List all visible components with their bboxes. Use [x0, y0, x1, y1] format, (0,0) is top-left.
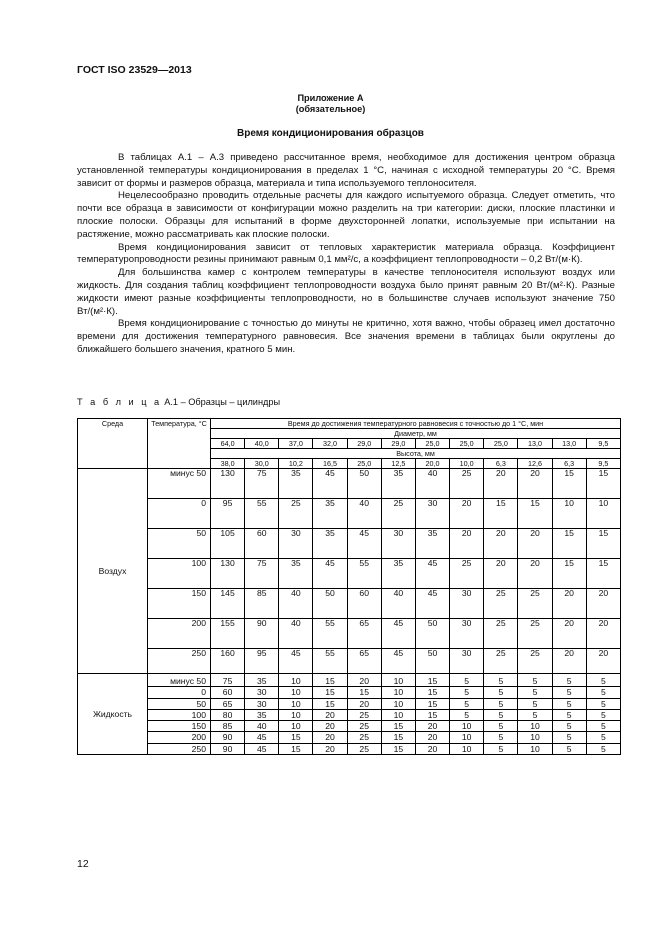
- paragraph: Время кондиционирования зависит от тепловых характеристик материала образца. Коэффициент температуропроводности резины принимают равным 0,1 мм²/с, а коэффициент теплопроводности – 0,2 Вт/(м·К).: [77, 241, 615, 266]
- time-value: 75: [245, 469, 279, 499]
- time-value: 35: [415, 529, 449, 559]
- table-row: [78, 529, 621, 559]
- time-value: 20: [313, 709, 347, 720]
- time-value: 60: [211, 687, 245, 698]
- time-value: 5: [586, 721, 620, 732]
- appendix-label: Приложение А: [297, 93, 364, 103]
- time-value: 40: [347, 499, 381, 529]
- temperature-cell: 150: [148, 721, 211, 732]
- height-value: 10,2: [279, 459, 313, 469]
- time-value: 50: [415, 619, 449, 649]
- time-value: 30: [381, 529, 415, 559]
- appendix-title: Время кондиционирования образцов: [237, 128, 424, 139]
- time-value: 20: [313, 732, 347, 743]
- height-value: 25,0: [347, 459, 381, 469]
- temperature-cell: 50: [148, 529, 211, 559]
- time-value: 45: [415, 589, 449, 619]
- time-value: 80: [211, 709, 245, 720]
- header-diameter: Диаметр, мм: [211, 429, 621, 439]
- time-value: 15: [415, 709, 449, 720]
- height-value: 30,0: [245, 459, 279, 469]
- time-value: 15: [381, 721, 415, 732]
- time-value: 5: [484, 687, 518, 698]
- temperature-cell: 250: [148, 743, 211, 754]
- time-value: 90: [245, 619, 279, 649]
- paragraph: Время кондиционирование с точностью до минуты не критично, хотя важно, чтобы образец имел достаточно времени для достижения температурного равновесия. Все значения времени в таблицах были округлены до ближайшего большего значения, кратного 5 мин.: [77, 318, 615, 355]
- time-value: 15: [279, 732, 313, 743]
- time-value: 20: [450, 529, 484, 559]
- time-value: 45: [415, 559, 449, 589]
- table-row: [78, 499, 621, 529]
- time-value: 25: [347, 743, 381, 754]
- diameter-value: 32,0: [313, 439, 347, 449]
- time-value: 20: [347, 698, 381, 709]
- temperature-cell: 200: [148, 619, 211, 649]
- diameter-value: 29,0: [381, 439, 415, 449]
- time-value: 95: [245, 649, 279, 674]
- height-value: 38,0: [211, 459, 245, 469]
- time-value: 5: [518, 698, 552, 709]
- time-value: 5: [450, 687, 484, 698]
- table-row: [78, 709, 621, 720]
- time-value: 40: [415, 469, 449, 499]
- table-row: [78, 619, 621, 649]
- time-value: 15: [347, 687, 381, 698]
- time-value: 85: [211, 721, 245, 732]
- time-value: 10: [518, 721, 552, 732]
- time-value: 5: [484, 709, 518, 720]
- time-value: 15: [586, 469, 620, 499]
- height-value: 12,5: [381, 459, 415, 469]
- time-value: 5: [586, 743, 620, 754]
- height-value: 10,0: [450, 459, 484, 469]
- time-value: 5: [586, 687, 620, 698]
- temperature-cell: 50: [148, 698, 211, 709]
- diameter-value: 25,0: [450, 439, 484, 449]
- time-value: 5: [484, 721, 518, 732]
- time-value: 10: [381, 698, 415, 709]
- time-value: 130: [211, 559, 245, 589]
- diameter-value: 13,0: [552, 439, 586, 449]
- time-value: 45: [245, 732, 279, 743]
- time-value: 15: [415, 698, 449, 709]
- time-value: 10: [586, 499, 620, 529]
- temperature-cell: 200: [148, 732, 211, 743]
- time-value: 40: [279, 589, 313, 619]
- diameter-value: 9,5: [586, 439, 620, 449]
- time-value: 15: [313, 674, 347, 687]
- time-value: 15: [484, 499, 518, 529]
- diameter-value: 64,0: [211, 439, 245, 449]
- time-value: 15: [313, 698, 347, 709]
- liquid-group: [78, 674, 621, 755]
- table-caption-label: Т а б л и ц а: [77, 397, 162, 407]
- time-value: 40: [381, 589, 415, 619]
- time-value: 145: [211, 589, 245, 619]
- time-value: 10: [381, 687, 415, 698]
- time-value: 10: [518, 743, 552, 754]
- time-value: 5: [518, 709, 552, 720]
- time-value: 20: [518, 469, 552, 499]
- time-value: 85: [245, 589, 279, 619]
- time-value: 5: [586, 674, 620, 687]
- paragraph: Для большинства камер с контролем температуры в качестве теплоносителя используют воздух или жидкость. Для создания таблиц коэффициент теплопроводности воздуха было принят равным 20 Вт/(м²·К). Разные жидкости имеют разные коэффициенты теплопроводности, но в большинстве случаев используют значение 750 Вт/(м²·К).: [77, 267, 615, 317]
- time-value: 5: [450, 698, 484, 709]
- time-value: 105: [211, 529, 245, 559]
- time-value: 15: [518, 499, 552, 529]
- time-value: 35: [313, 499, 347, 529]
- header-height: Высота, мм: [211, 449, 621, 459]
- time-value: 20: [450, 499, 484, 529]
- time-value: 5: [450, 674, 484, 687]
- time-value: 25: [484, 649, 518, 674]
- temperature-cell: минус 50: [148, 469, 211, 499]
- table-row: [78, 721, 621, 732]
- time-value: 35: [313, 529, 347, 559]
- time-value: 5: [552, 721, 586, 732]
- time-value: 45: [245, 743, 279, 754]
- time-value: 5: [518, 674, 552, 687]
- time-value: 160: [211, 649, 245, 674]
- diameter-value: 29,0: [347, 439, 381, 449]
- time-value: 75: [245, 559, 279, 589]
- height-value: 6,3: [484, 459, 518, 469]
- time-value: 5: [484, 732, 518, 743]
- time-value: 50: [313, 589, 347, 619]
- medium-cell: Воздух: [78, 469, 148, 674]
- time-value: 25: [518, 589, 552, 619]
- diameter-value: 25,0: [484, 439, 518, 449]
- time-value: 5: [552, 732, 586, 743]
- time-value: 45: [313, 469, 347, 499]
- time-value: 25: [347, 732, 381, 743]
- time-value: 15: [552, 529, 586, 559]
- table-row: [78, 469, 621, 499]
- time-value: 25: [279, 499, 313, 529]
- time-value: 15: [552, 559, 586, 589]
- time-value: 95: [211, 499, 245, 529]
- time-value: 30: [450, 589, 484, 619]
- time-value: 20: [313, 743, 347, 754]
- time-value: 15: [586, 529, 620, 559]
- diameter-value: 13,0: [518, 439, 552, 449]
- header-temperature: Температура, °С: [148, 419, 211, 469]
- time-value: 10: [279, 709, 313, 720]
- time-value: 30: [245, 687, 279, 698]
- temperature-cell: 100: [148, 709, 211, 720]
- time-value: 5: [586, 698, 620, 709]
- time-value: 30: [279, 529, 313, 559]
- time-value: 60: [245, 529, 279, 559]
- time-value: 65: [347, 619, 381, 649]
- time-value: 10: [279, 698, 313, 709]
- header-medium: Среда: [78, 419, 148, 469]
- time-value: 45: [313, 559, 347, 589]
- time-value: 5: [484, 698, 518, 709]
- height-value: 20,0: [415, 459, 449, 469]
- time-value: 5: [518, 687, 552, 698]
- time-value: 130: [211, 469, 245, 499]
- time-value: 45: [279, 649, 313, 674]
- time-value: 5: [552, 709, 586, 720]
- time-value: 15: [415, 687, 449, 698]
- time-value: 10: [381, 674, 415, 687]
- time-value: 20: [586, 649, 620, 674]
- time-value: 20: [484, 469, 518, 499]
- height-value: 16,5: [313, 459, 347, 469]
- temperature-cell: 250: [148, 649, 211, 674]
- time-value: 35: [381, 469, 415, 499]
- time-value: 25: [518, 619, 552, 649]
- time-value: 35: [381, 559, 415, 589]
- time-value: 45: [347, 529, 381, 559]
- table-caption: [77, 397, 280, 407]
- time-value: 25: [484, 589, 518, 619]
- time-value: 5: [484, 743, 518, 754]
- diameter-value: 37,0: [279, 439, 313, 449]
- body-text: [77, 152, 615, 357]
- time-value: 75: [211, 674, 245, 687]
- table-row: [78, 732, 621, 743]
- paragraph: Нецелесообразно проводить отдельные расчеты для каждого испытуемого образца. Следует отметить, что почти все образца в зависимости от конфигурации можно разделить на три категории: диски, плоские пластинки и плоские полоски. Образцы для испытаний в форме двухсторонней лопатки, используемые при испытании на растяжение, можно рассматривать как плоские полоски.: [77, 190, 615, 240]
- temperature-cell: минус 50: [148, 674, 211, 687]
- time-value: 155: [211, 619, 245, 649]
- time-value: 55: [313, 649, 347, 674]
- time-value: 15: [381, 743, 415, 754]
- time-value: 20: [518, 529, 552, 559]
- time-value: 40: [279, 619, 313, 649]
- time-value: 10: [279, 687, 313, 698]
- time-value: 10: [279, 674, 313, 687]
- time-value: 20: [313, 721, 347, 732]
- page-number: 12: [77, 858, 89, 870]
- time-value: 5: [552, 687, 586, 698]
- time-value: 20: [518, 559, 552, 589]
- time-value: 15: [586, 559, 620, 589]
- time-value: 55: [313, 619, 347, 649]
- time-value: 10: [450, 743, 484, 754]
- appendix-status: (обязательное): [295, 104, 366, 114]
- time-value: 35: [279, 469, 313, 499]
- time-value: 5: [552, 698, 586, 709]
- time-value: 30: [415, 499, 449, 529]
- conditioning-table: [77, 418, 621, 755]
- paragraph: В таблицах А.1 – А.3 приведено рассчитанное время, необходимое для достижения центром образца установленной температуры кондиционирования в пределах 1 °С, начиная с исходной температуры 20 °С. Время зависит от формы и размеров образца, материала и типа используемого теплоносителя.: [77, 152, 615, 189]
- temperature-cell: 150: [148, 589, 211, 619]
- time-value: 15: [279, 743, 313, 754]
- air-group: [78, 469, 621, 674]
- time-value: 65: [347, 649, 381, 674]
- time-value: 20: [415, 721, 449, 732]
- time-value: 35: [245, 674, 279, 687]
- time-value: 15: [313, 687, 347, 698]
- time-value: 20: [586, 619, 620, 649]
- time-value: 10: [381, 709, 415, 720]
- temperature-cell: 0: [148, 499, 211, 529]
- time-value: 20: [484, 529, 518, 559]
- document-header: ГОСТ ISO 23529—2013: [77, 64, 192, 76]
- time-value: 55: [347, 559, 381, 589]
- time-value: 15: [415, 674, 449, 687]
- time-value: 10: [552, 499, 586, 529]
- time-value: 10: [450, 721, 484, 732]
- time-value: 20: [415, 743, 449, 754]
- time-value: 30: [450, 649, 484, 674]
- height-value: 12,6: [518, 459, 552, 469]
- table-row: [78, 649, 621, 674]
- time-value: 5: [552, 674, 586, 687]
- time-value: 30: [450, 619, 484, 649]
- time-value: 25: [347, 721, 381, 732]
- time-value: 50: [347, 469, 381, 499]
- header-time: Время до достижения температурного равновесия с точностью до 1 °С, мин: [211, 419, 621, 429]
- time-value: 20: [552, 589, 586, 619]
- diameter-value: 25,0: [415, 439, 449, 449]
- medium-cell: Жидкость: [78, 674, 148, 755]
- time-value: 20: [347, 674, 381, 687]
- time-value: 35: [279, 559, 313, 589]
- time-value: 25: [518, 649, 552, 674]
- time-value: 15: [381, 732, 415, 743]
- table-caption-text: А.1 – Образцы – цилиндры: [164, 397, 281, 407]
- time-value: 15: [552, 469, 586, 499]
- time-value: 20: [552, 649, 586, 674]
- time-value: 25: [450, 559, 484, 589]
- time-value: 90: [211, 743, 245, 754]
- table-row: [78, 698, 621, 709]
- time-value: 20: [586, 589, 620, 619]
- temperature-cell: 0: [148, 687, 211, 698]
- time-value: 65: [211, 698, 245, 709]
- time-value: 60: [347, 589, 381, 619]
- time-value: 50: [415, 649, 449, 674]
- time-value: 10: [450, 732, 484, 743]
- time-value: 35: [245, 709, 279, 720]
- time-value: 5: [586, 709, 620, 720]
- time-value: 5: [586, 732, 620, 743]
- time-value: 20: [415, 732, 449, 743]
- time-value: 20: [484, 559, 518, 589]
- time-value: 90: [211, 732, 245, 743]
- time-value: 25: [381, 499, 415, 529]
- time-value: 5: [552, 743, 586, 754]
- time-value: 5: [450, 709, 484, 720]
- height-value: 6,3: [552, 459, 586, 469]
- time-value: 10: [279, 721, 313, 732]
- time-value: 10: [518, 732, 552, 743]
- time-value: 5: [484, 674, 518, 687]
- time-value: 40: [245, 721, 279, 732]
- temperature-cell: 100: [148, 559, 211, 589]
- time-value: 25: [484, 619, 518, 649]
- time-value: 45: [381, 619, 415, 649]
- diameter-value: 40,0: [245, 439, 279, 449]
- table-row: [78, 589, 621, 619]
- time-value: 45: [381, 649, 415, 674]
- time-value: 20: [552, 619, 586, 649]
- table-row: [78, 743, 621, 754]
- time-value: 30: [245, 698, 279, 709]
- time-value: 25: [450, 469, 484, 499]
- time-value: 55: [245, 499, 279, 529]
- time-value: 25: [347, 709, 381, 720]
- table-row: [78, 559, 621, 589]
- height-value: 9,5: [586, 459, 620, 469]
- table-row: [78, 687, 621, 698]
- table-row: [78, 674, 621, 687]
